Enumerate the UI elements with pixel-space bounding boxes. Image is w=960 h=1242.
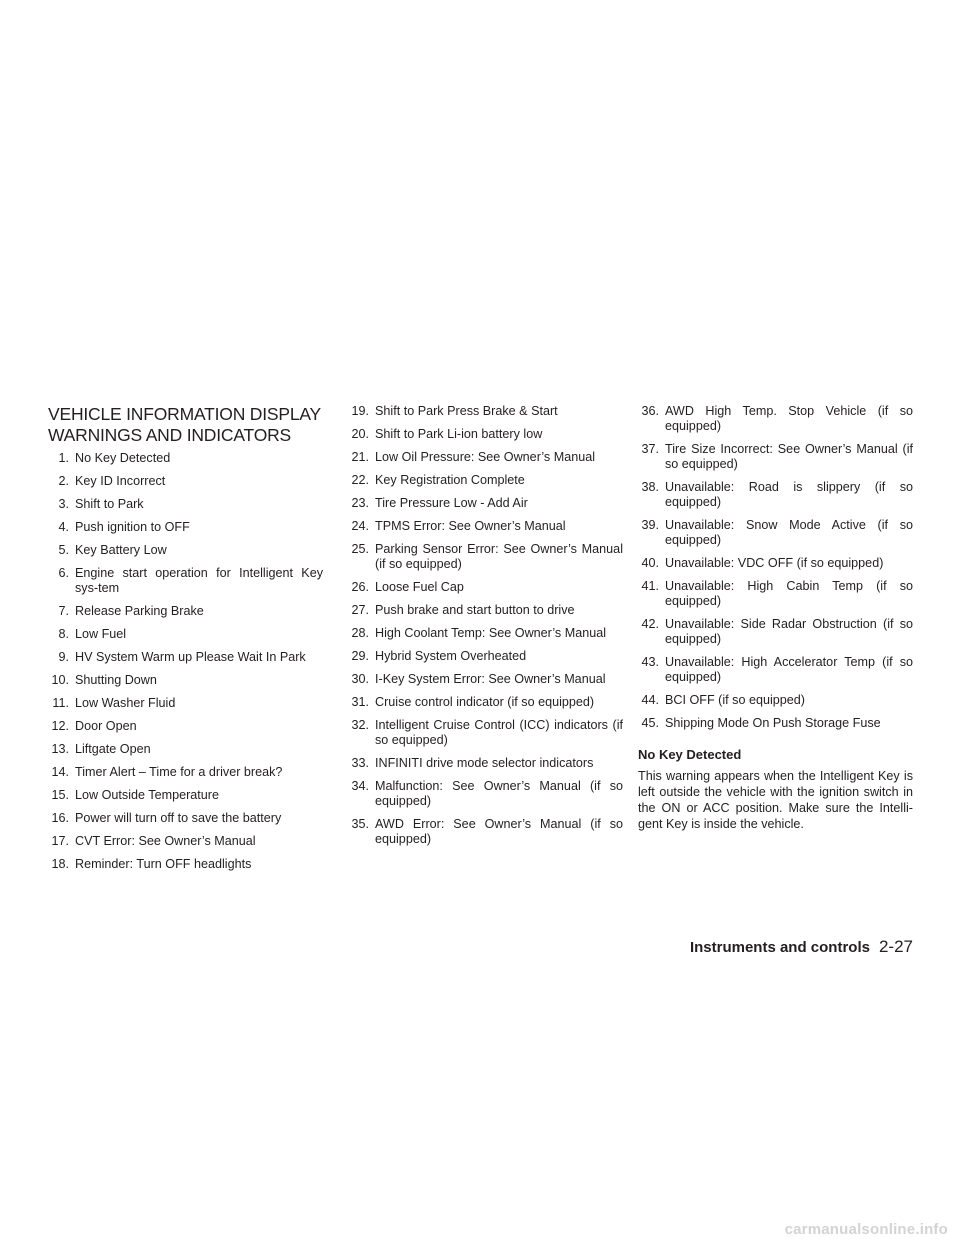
- list-item-number: 10.: [51, 673, 69, 687]
- list-item: [48, 788, 323, 803]
- list-item-number: 33.: [351, 756, 369, 770]
- list-item: [48, 857, 323, 872]
- list-item: [348, 817, 623, 847]
- list-item: [638, 693, 913, 708]
- list-item-number: 7.: [58, 604, 69, 618]
- list-item: [48, 520, 323, 535]
- list-item-number: 45.: [641, 716, 659, 730]
- list-item-text: Low Oil Pressure: See Owner’s Manual: [375, 450, 596, 464]
- list-item-text: Parking Sensor Error: See Owner’s Manual (if so equipped): [375, 542, 623, 571]
- list-item-number: 5.: [58, 543, 69, 557]
- list-item-number: 3.: [58, 497, 69, 511]
- list-item: [638, 556, 913, 571]
- warning-list-2: [348, 404, 623, 847]
- list-item-number: 37.: [641, 442, 659, 456]
- list-item-number: 34.: [351, 779, 369, 793]
- list-item-text: Key ID Incorrect: [75, 474, 166, 488]
- list-item: [638, 579, 913, 609]
- list-item-number: 44.: [641, 693, 659, 707]
- list-item-number: 22.: [351, 473, 369, 487]
- list-item-text: Malfunction: See Owner’s Manual (if so equipped): [375, 779, 623, 808]
- list-item-text: Hybrid System Overheated: [375, 649, 527, 663]
- list-item-number: 27.: [351, 603, 369, 617]
- list-item-text: Reminder: Turn OFF headlights: [75, 857, 252, 871]
- list-item-number: 28.: [351, 626, 369, 640]
- list-item-number: 9.: [58, 650, 69, 664]
- list-item-text: Engine start operation for Intelligent Key sys-tem: [75, 566, 323, 595]
- list-item-number: 21.: [351, 450, 369, 464]
- list-item-text: Timer Alert – Time for a driver break?: [75, 765, 283, 779]
- section-heading: [48, 404, 323, 446]
- section-heading-line-1: VEHICLE INFORMATION DISPLAY: [48, 404, 322, 424]
- list-item-text: Shutting Down: [75, 673, 157, 687]
- list-item-number: 13.: [51, 742, 69, 756]
- list-item-text: Unavailable: High Cabin Temp (if so equipped): [665, 579, 913, 608]
- list-item: [638, 518, 913, 548]
- list-item-number: 4.: [58, 520, 69, 534]
- column-1: [48, 404, 323, 880]
- list-item-text: Unavailable: High Accelerator Temp (if so equipped): [665, 655, 913, 684]
- list-item-number: 20.: [351, 427, 369, 441]
- list-item-text: Liftgate Open: [75, 742, 151, 756]
- list-item-number: 32.: [351, 718, 369, 732]
- list-item: [348, 404, 623, 419]
- list-item: [348, 542, 623, 572]
- list-item-number: 19.: [351, 404, 369, 418]
- list-item-text: Shift to Park Press Brake & Start: [375, 404, 558, 418]
- watermark: carmanualsonline.info: [784, 1221, 948, 1238]
- list-item-text: Push ignition to OFF: [75, 520, 190, 534]
- list-item: [348, 779, 623, 809]
- list-item-text: INFINITI drive mode selector indicators: [375, 756, 594, 770]
- list-item-number: 30.: [351, 672, 369, 686]
- list-item-text: AWD High Temp. Stop Vehicle (if so equipped): [665, 404, 913, 433]
- list-item-number: 43.: [641, 655, 659, 669]
- list-item: [348, 519, 623, 534]
- list-item-number: 23.: [351, 496, 369, 510]
- list-item: [48, 627, 323, 642]
- list-item-text: No Key Detected: [75, 451, 171, 465]
- list-item-text: TPMS Error: See Owner’s Manual: [375, 519, 566, 533]
- list-item: [638, 404, 913, 434]
- list-item-number: 42.: [641, 617, 659, 631]
- list-item-text: Intelligent Cruise Control (ICC) indicators (if so equipped): [375, 718, 623, 747]
- list-item-number: 40.: [641, 556, 659, 570]
- list-item-number: 17.: [51, 834, 69, 848]
- list-item: [48, 811, 323, 826]
- list-item-number: 31.: [351, 695, 369, 709]
- list-item: [48, 673, 323, 688]
- list-item-number: 16.: [51, 811, 69, 825]
- footer-section-name: Instruments and controls: [689, 939, 870, 956]
- footer-page-number: 2-27: [878, 937, 913, 956]
- list-item: [638, 716, 913, 731]
- list-item: [348, 718, 623, 748]
- list-item: [48, 719, 323, 734]
- list-item-number: 14.: [51, 765, 69, 779]
- list-item-text: Loose Fuel Cap: [375, 580, 464, 594]
- list-item-text: CVT Error: See Owner’s Manual: [75, 834, 256, 848]
- list-item: [48, 474, 323, 489]
- list-item: [348, 496, 623, 511]
- list-item: [348, 580, 623, 595]
- list-item-text: High Coolant Temp: See Owner’s Manual: [375, 626, 607, 640]
- list-item-number: 26.: [351, 580, 369, 594]
- list-item-text: Key Battery Low: [75, 543, 167, 557]
- list-item-number: 8.: [58, 627, 69, 641]
- list-item-text: Push brake and start button to drive: [375, 603, 575, 617]
- list-item: [348, 695, 623, 710]
- list-item: [348, 450, 623, 465]
- list-item: [348, 756, 623, 771]
- column-3: [638, 404, 913, 832]
- list-item-text: Tire Pressure Low - Add Air: [375, 496, 528, 510]
- list-item-text: HV System Warm up Please Wait In Park: [75, 650, 306, 664]
- list-item-number: 39.: [641, 518, 659, 532]
- list-item-number: 36.: [641, 404, 659, 418]
- list-item: [348, 672, 623, 687]
- list-item-number: 25.: [351, 542, 369, 556]
- list-item: [48, 604, 323, 619]
- list-item-number: 18.: [51, 857, 69, 871]
- list-item: [48, 497, 323, 512]
- list-item: [48, 765, 323, 780]
- list-item-text: Cruise control indicator (if so equipped): [375, 695, 595, 709]
- list-item-text: Low Washer Fluid: [75, 696, 176, 710]
- list-item: [348, 649, 623, 664]
- list-item-text: Unavailable: Road is slippery (if so equipped): [665, 480, 913, 509]
- warning-list-1: [48, 451, 323, 872]
- list-item-number: 2.: [58, 474, 69, 488]
- list-item-text: Release Parking Brake: [75, 604, 204, 618]
- list-item-text: AWD Error: See Owner’s Manual (if so equipped): [375, 817, 623, 846]
- list-item-number: 11.: [52, 696, 69, 710]
- list-item: [638, 655, 913, 685]
- list-item-number: 29.: [351, 649, 369, 663]
- list-item-number: 41.: [641, 579, 659, 593]
- list-item-text: I-Key System Error: See Owner’s Manual: [375, 672, 606, 686]
- list-item: [48, 650, 323, 665]
- list-item-text: Shift to Park: [75, 497, 144, 511]
- list-item-text: Unavailable: VDC OFF (if so equipped): [665, 556, 884, 570]
- list-item: [638, 442, 913, 472]
- list-item-number: 38.: [641, 480, 659, 494]
- list-item-text: Low Outside Temperature: [75, 788, 219, 802]
- list-item: [48, 742, 323, 757]
- list-item-number: 35.: [351, 817, 369, 831]
- list-item-text: Tire Size Incorrect: See Owner’s Manual (if so equipped): [665, 442, 913, 471]
- list-item-text: Unavailable: Side Radar Obstruction (if so equipped): [665, 617, 913, 646]
- list-item: [48, 834, 323, 849]
- list-item: [348, 427, 623, 442]
- list-item-text: Power will turn off to save the battery: [75, 811, 282, 825]
- list-item: [348, 603, 623, 618]
- list-item: [48, 451, 323, 466]
- list-item-text: Key Registration Complete: [375, 473, 525, 487]
- subsection-body: This warning appears when the Intelligent Key is left outside the vehicle with the ignition switch in the ON or ACC position. Make sure the Intelli-gent Key is inside the vehicle.: [638, 769, 913, 831]
- list-item-number: 6.: [58, 566, 69, 580]
- list-item: [48, 696, 323, 711]
- list-item: [638, 480, 913, 510]
- list-item-text: Unavailable: Snow Mode Active (if so equipped): [665, 518, 913, 547]
- list-item: [48, 543, 323, 558]
- column-2: [348, 404, 623, 855]
- list-item: [348, 473, 623, 488]
- list-item-text: BCI OFF (if so equipped): [665, 693, 805, 707]
- list-item: [638, 617, 913, 647]
- list-item-text: Low Fuel: [75, 627, 127, 641]
- list-item-number: 24.: [351, 519, 369, 533]
- warning-list-3: [638, 404, 913, 731]
- page-footer: [690, 937, 913, 957]
- list-item-text: Shipping Mode On Push Storage Fuse: [665, 716, 881, 730]
- list-item-number: 1.: [58, 451, 69, 465]
- section-heading-line-2: WARNINGS AND INDICATORS: [48, 425, 292, 445]
- list-item-number: 12.: [51, 719, 69, 733]
- list-item: [348, 626, 623, 641]
- list-item-number: 15.: [51, 788, 69, 802]
- list-item-text: Shift to Park Li-ion battery low: [375, 427, 543, 441]
- subsection-heading: No Key Detected: [638, 747, 742, 762]
- list-item-text: Door Open: [75, 719, 137, 733]
- list-item: [48, 566, 323, 596]
